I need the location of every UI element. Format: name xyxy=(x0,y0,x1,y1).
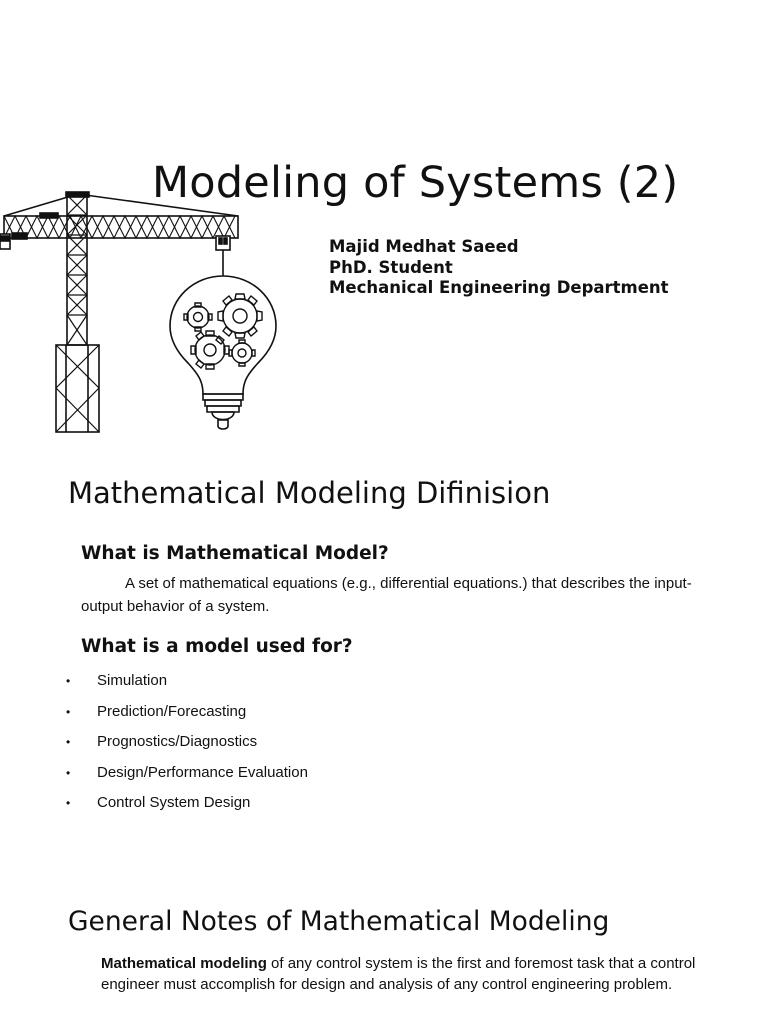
author-position: PhD. Student xyxy=(329,257,453,277)
list-item xyxy=(66,731,308,762)
bullet-icon: • xyxy=(66,796,71,810)
bullet-icon: • xyxy=(66,704,71,719)
page-title: Modeling of Systems (2) xyxy=(152,158,679,208)
list-item-text: Simulation xyxy=(97,672,168,689)
list-item xyxy=(66,670,308,701)
list-item xyxy=(66,762,308,793)
list-item-text: Prediction/Forecasting xyxy=(97,702,247,720)
bullet-icon: • xyxy=(66,674,71,688)
definition-text: A set of mathematical equations (e.g., differential equations.) that describes the input-output behavior of a system. xyxy=(81,575,692,615)
definition-paragraph xyxy=(81,572,701,618)
bullet-icon: • xyxy=(66,735,71,749)
section-heading-definition: Mathematical Modeling Difinision xyxy=(68,476,551,510)
author-name: Majid Medhat Saeed xyxy=(329,237,519,256)
list-item-text: Design/Performance Evaluation xyxy=(97,763,308,781)
notes-lead-bold: Mathematical modeling xyxy=(101,955,267,972)
list-item xyxy=(66,792,308,823)
list-item-text: Prognostics/Diagnostics xyxy=(97,733,258,750)
notes-paragraph xyxy=(101,954,731,995)
author-department: Mechanical Engineering Department xyxy=(329,278,669,297)
bullet-icon: • xyxy=(66,765,71,780)
uses-list xyxy=(66,670,308,823)
notes-lead-text: of any control system is the first and foremost task that a control engineer must accomplish for design and analysis of any control engineering problem. xyxy=(101,955,696,993)
list-item xyxy=(66,701,308,732)
subheading-what-is-model: What is Mathematical Model? xyxy=(81,543,389,564)
list-item-text: Control System Design xyxy=(97,794,251,811)
subheading-model-uses: What is a model used for? xyxy=(81,636,353,657)
author-block xyxy=(329,237,669,299)
section-heading-notes: General Notes of Mathematical Modeling xyxy=(68,906,610,937)
crane-lightbulb-gears-icon xyxy=(0,186,290,436)
